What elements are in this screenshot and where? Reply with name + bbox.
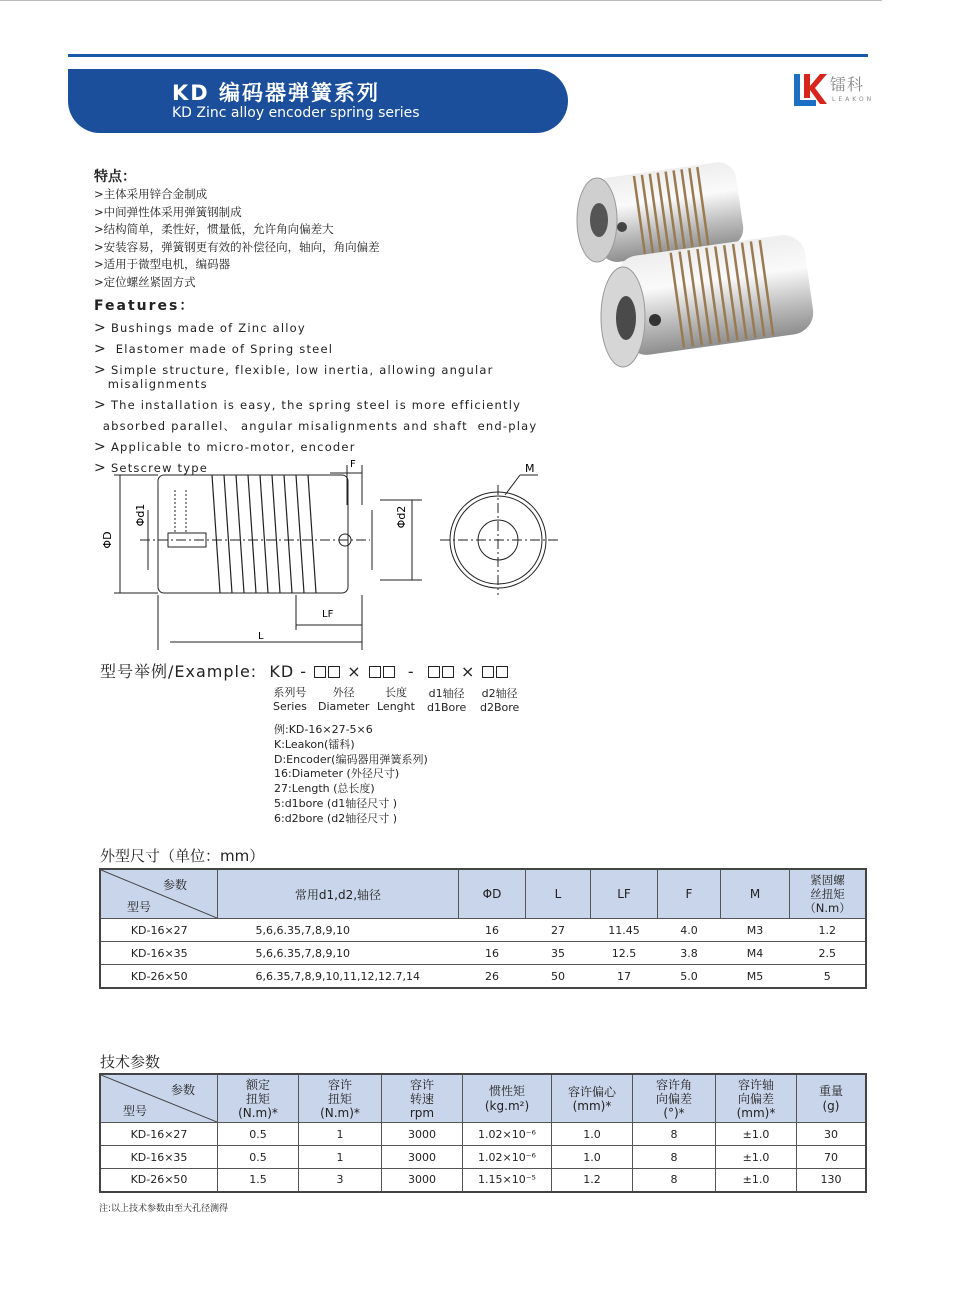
header-rule	[68, 54, 868, 57]
list-item: >主体采用锌合金制成	[94, 187, 208, 201]
col-radial: 容许偏心 (mm)*	[552, 1074, 633, 1123]
label-d1bore: d1轴径 d1Bore	[427, 687, 467, 714]
table-row: KD-26×50 1.5 3 3000 1.15×10⁻⁵ 1.2 8 ±1.0 130	[100, 1169, 866, 1192]
col-LF: LF	[591, 869, 658, 919]
list-item: >中间弹性体采用弹簧钢制成	[94, 204, 242, 219]
list-item: 例:KD-16×27-5×6	[274, 723, 373, 736]
table-row: KD-16×35 0.5 1 3000 1.02×10⁻⁶ 1.0 8 ±1.0 70	[100, 1146, 866, 1169]
col-max-speed: 容许 转速 rpm	[382, 1074, 463, 1123]
title-en: KD Zinc alloy encoder spring series	[172, 105, 420, 121]
label-length: 长度 Lenght	[377, 686, 415, 713]
col-L: L	[526, 869, 591, 919]
table-row: KD-16×27 0.5 1 3000 1.02×10⁻⁶ 1.0 8 ±1.0 30	[100, 1123, 866, 1146]
brand-cn: 镭科	[830, 75, 865, 94]
list-item: >结构简单，柔性好，惯量低，允许角向偏差大	[94, 222, 334, 237]
list-item: > Elastomer made of Spring steel	[94, 340, 334, 357]
dimensions-table	[99, 868, 867, 989]
list-item: > Applicable to micro-motor, encoder	[94, 438, 356, 455]
brand-en: LEAKON	[832, 96, 875, 103]
list-item: > Simple structure, flexible, low inertia, allowing angular	[94, 361, 494, 378]
list-item: >适用于微型电机，编码器	[94, 257, 231, 272]
list-item: > Bushings made of Zinc alloy	[94, 320, 306, 336]
label-M: M	[525, 462, 535, 475]
label-phid2: Φd2	[395, 505, 408, 529]
list-item: >安装容易，弹簧钢更有效的补偿径向，轴向，角向偏差	[94, 239, 380, 254]
diag-header-cell: 参数 型号	[100, 869, 218, 919]
list-item: K:Leakon(镭科)	[274, 737, 355, 751]
dimensions-title: 外型尺寸（单位：mm）	[100, 847, 265, 865]
col-phiD: ΦD	[459, 869, 526, 919]
table-row: KD-16×27 5,6,6.35,7,8,9,10 16 27 11.45 4.0 M3 1.2	[100, 919, 866, 942]
col-F: F	[658, 869, 721, 919]
list-item: D:Encoder(编码器用弹簧系列)	[274, 752, 428, 766]
label-F: F	[350, 459, 356, 470]
dimension-drawing	[100, 455, 570, 655]
col-weight: 重量 (g)	[797, 1074, 867, 1123]
features-cn-heading: 特点：	[94, 169, 136, 185]
col-torque: 紧固螺 丝扭矩 （N.m）	[790, 869, 867, 919]
leakon-logo-icon	[790, 68, 830, 110]
table-row: KD-16×35 5,6,6.35,7,8,9,10 16 35 12.5 3.8 M4 2.5	[100, 942, 866, 965]
top-rule	[0, 0, 882, 1]
label-LF: LF	[322, 609, 334, 620]
col-M: M	[721, 869, 790, 919]
list-item: 5:d1bore (d1轴径尺寸 )	[274, 796, 398, 810]
example-heading: 型号举例/Example: KD - × - ×	[100, 659, 509, 682]
list-item: 16:Diameter (外径尺寸)	[274, 767, 400, 781]
list-item: > The installation is easy, the spring steel is more efficiently	[94, 397, 522, 414]
label-series: 系列号 Series	[273, 686, 307, 713]
label-d2bore: d2轴径 d2Bore	[480, 687, 520, 714]
list-item: misalignments	[98, 377, 208, 392]
label-phiD: ΦD	[101, 531, 114, 549]
list-item: absorbed parallel、 angular misalignments and shaft end-play	[98, 418, 538, 433]
product-photo	[555, 150, 825, 390]
title-cn: KD 编码器弹簧系列	[172, 81, 381, 105]
col-axial: 容许轴 向偏差 (mm)*	[716, 1074, 797, 1123]
col-rated-torque: 额定 扭矩 (N.m)*	[218, 1074, 299, 1123]
diag-header-cell: 参数 型号	[100, 1074, 218, 1123]
brand-logo	[790, 68, 875, 110]
list-item: 27:Length (总长度)	[274, 782, 375, 796]
features-cn-list	[94, 186, 380, 292]
col-max-torque: 容许 扭矩 (N.m)*	[299, 1074, 382, 1123]
technical-table	[99, 1073, 867, 1193]
list-item: 6:d2bore (d2轴径尺寸 )	[274, 811, 398, 825]
label-L: L	[258, 631, 264, 642]
col-inertia: 惯性矩 (kg.m²)	[463, 1074, 552, 1123]
label-diameter: 外径 Diameter	[318, 686, 370, 713]
example-notes	[274, 723, 428, 827]
features-en-heading: Features：	[94, 298, 196, 314]
col-bore: 常用d1,d2,轴径	[218, 869, 459, 919]
list-item: >定位螺丝紧固方式	[94, 274, 196, 289]
list-item: > Setscrew type	[94, 459, 209, 476]
label-phid1: Φd1	[134, 503, 147, 527]
title-banner	[68, 69, 568, 133]
table-row: KD-26×50 6,6.35,7,8,9,10,11,12,12.7,14 26 50 17 5.0 M5 5	[100, 965, 866, 989]
technical-title: 技术参数	[100, 1053, 161, 1071]
footnote: 注:以上技术参数由至大孔径测得	[99, 1204, 229, 1214]
col-angular: 容许角 向偏差 (°)*	[633, 1074, 716, 1123]
